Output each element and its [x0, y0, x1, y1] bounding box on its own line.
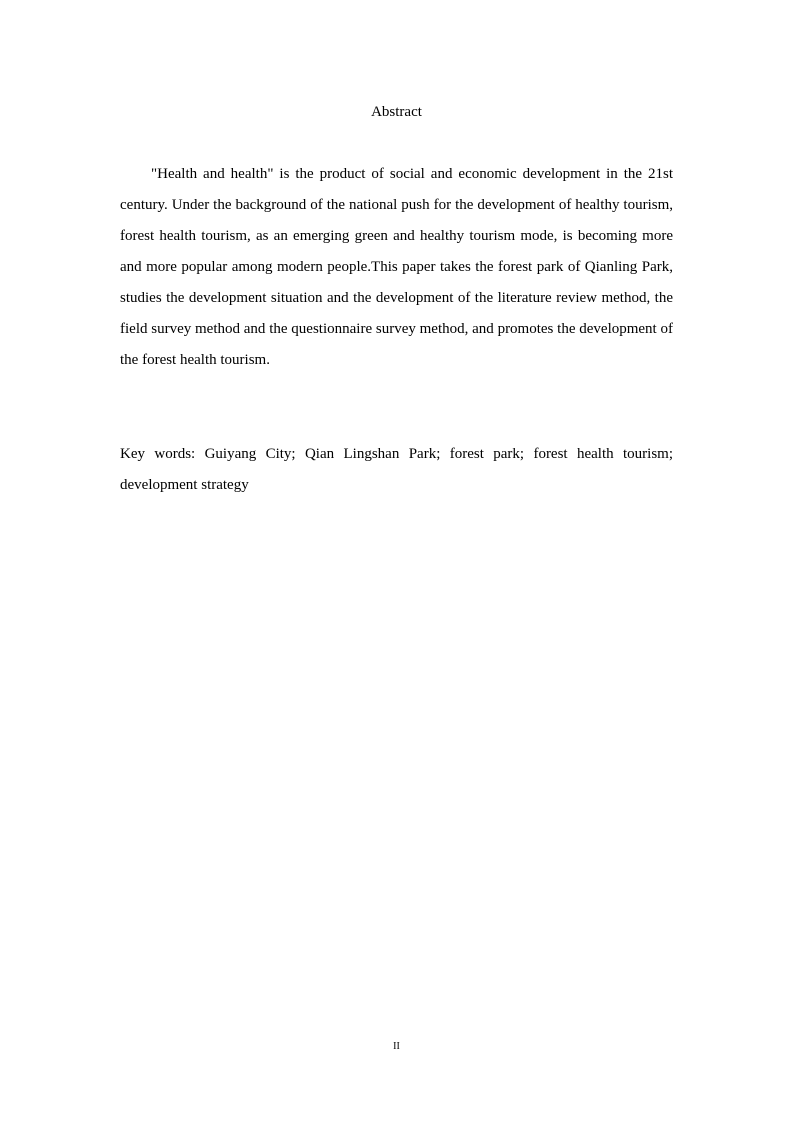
- keywords-paragraph: Key words: Guiyang City; Qian Lingshan Park; forest park; forest health tourism; development strategy: [120, 446, 673, 493]
- abstract-paragraph: "Health and health" is the product of social and economic development in the 21st century. Under the background of the national push for the development of healthy tourism, forest health tourism, as an emerging green and healthy tourism mode, is becoming more and more popular among modern people.This paper takes the forest park of Qianling Park, studies the development situation and the development of the literature review method, the field survey method and the questionnaire survey method, and promotes the development of the forest health tourism.: [120, 166, 673, 368]
- abstract-title: Abstract: [371, 104, 422, 120]
- page-number: II: [393, 1041, 400, 1052]
